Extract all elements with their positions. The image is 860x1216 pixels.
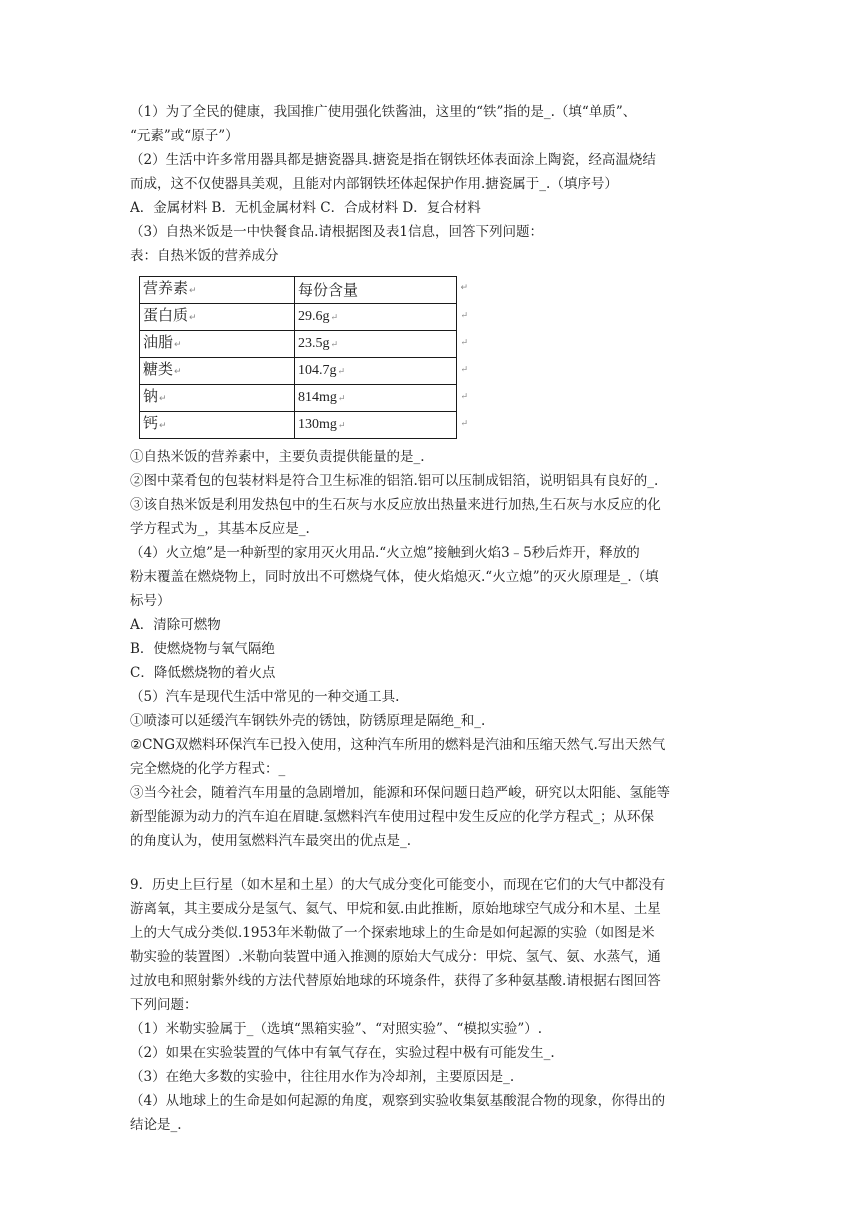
- table-header-row: [140, 277, 457, 304]
- cell-end-mark: ↵: [189, 313, 197, 323]
- text-line: 而成，这不仅使器具美观，且能对内部钢铁坯体起保护作用.搪瓷属于_.（填序号）: [130, 176, 618, 192]
- table-row: [140, 358, 457, 385]
- cell-text: 营养素: [143, 279, 189, 297]
- table-cell: [140, 358, 295, 385]
- table-cell: [140, 412, 295, 439]
- row-end-mark: ↵: [460, 337, 468, 347]
- text-line: 标号）: [130, 593, 171, 609]
- text-line: 完全燃烧的化学方程式：_: [130, 761, 286, 777]
- text-line: ③当今社会，随着汽车用量的急剧增加，能源和环保问题日趋严峻，研究以太阳能、氢能等: [130, 785, 670, 801]
- question-9-line: （4）从地球上的生命是如何起源的角度，观察到实验收集氨基酸混合物的现象，你得出的: [130, 1093, 666, 1109]
- table-row: [140, 385, 457, 412]
- table-cell: [140, 304, 295, 331]
- option-line: B．使燃烧物与氧气隔绝: [130, 641, 275, 657]
- cell-end-mark: ↵: [337, 393, 346, 403]
- text-line: （3）自热米饭是一中快餐食品.请根据图及表1信息，回答下列问题：: [130, 224, 543, 240]
- text-line: （5）汽车是现代生活中常见的一种交通工具.: [130, 689, 400, 705]
- table-row: [140, 331, 457, 358]
- row-end-mark: ↵: [460, 418, 468, 428]
- text-line: ③该自热米饭是利用发热包中的生石灰与水反应放出热量来进行加热,生石灰与水反应的化: [130, 497, 661, 513]
- text-line: ②CNG双燃料环保汽车已投入使用，这种汽车所用的燃料是汽油和压缩天然气.写出天然气: [130, 737, 666, 753]
- text-line: （1）为了全民的健康，我国推广使用强化铁酱油，这里的“铁”指的是_.（填“单质”、: [130, 104, 637, 120]
- text-line: ①喷漆可以延缓汽车钢铁外壳的锈蚀，防锈原理是隔绝_和_.: [130, 713, 486, 729]
- text-line: A．金属材料 B．无机金属材料 C．合成材料 D．复合材料: [130, 200, 481, 216]
- paragraph-gap: [130, 853, 730, 873]
- table-cell: [295, 304, 468, 331]
- question-9-line: （1）米勒实验属于_（选填“黑箱实验”、“对照实验”、“模拟实验”）.: [130, 1021, 543, 1037]
- row-end-mark: ↵: [460, 391, 468, 401]
- cell-end-mark: ↵: [174, 340, 182, 350]
- cell-text: 29.6g: [298, 309, 330, 324]
- cell-text: 每份含量: [298, 280, 359, 299]
- cell-text: 130mg: [298, 417, 337, 432]
- question-9-line: 结论是_.: [130, 1117, 182, 1133]
- cell-end-mark: ↵: [330, 312, 339, 322]
- cell-end-mark: ↵: [189, 286, 197, 296]
- table-row: [140, 304, 457, 331]
- text-line: ①自热米饭的营养素中，主要负责提供能量的是_.: [130, 449, 425, 465]
- cell-end-mark: ↵: [330, 339, 339, 349]
- question-9-line: （2）如果在实验装置的气体中有氧气存在，实验过程中极有可能发生_.: [130, 1045, 555, 1061]
- cell-text: 油脂: [143, 333, 174, 351]
- table-cell: [295, 412, 468, 439]
- text-line: （4）火立熄”是一种新型的家用灭火用品.“火立熄”接触到火焰3﹣5秒后炸开，释放的: [130, 545, 640, 561]
- option-line: C．降低燃烧物的着火点: [130, 665, 276, 681]
- question-9-line: 过放电和照射紫外线的方法代替原始地球的环境条件，获得了多种氨基酸.请根据右图回答: [130, 973, 661, 989]
- cell-end-mark: ↵: [174, 367, 182, 377]
- cell-end-mark: ↵: [337, 420, 346, 430]
- cell-text: 104.7g: [298, 363, 337, 378]
- table-header-cell: [140, 277, 295, 304]
- row-end-mark: ↵: [460, 364, 468, 374]
- question-9-line: 9．历史上巨行星（如木星和土星）的大气成分变化可能变小，而现在它们的大气中都没有: [130, 877, 666, 893]
- cell-text: 钠: [143, 387, 159, 405]
- question-9-line: 勒实验的装置图）.米勒向装置中通入推测的原始大气成分：甲烷、氢气、氨、水蒸气，通: [130, 949, 661, 965]
- text-line: “元素”或“原子”）: [130, 128, 239, 144]
- table-cell: [140, 385, 295, 412]
- question-9-line: 上的大气成分类似.1953年米勒做了一个探索地球上的生命是如何起源的实验（如图是米: [130, 925, 655, 941]
- table-row: [140, 412, 457, 439]
- row-end-mark: ↵: [460, 283, 468, 293]
- document-page: [130, 100, 730, 1137]
- table-caption: 表：自热米饭的营养成分: [130, 248, 279, 264]
- question-9-line: （3）在绝大多数的实验中，往往用水作为冷却剂，主要原因是_.: [130, 1069, 515, 1085]
- text-line: 学方程式为_，其基本反应是_.: [130, 521, 310, 537]
- text-line: 新型能源为动力的汽车迫在眉睫.氢燃料汽车使用过程中发生反应的化学方程式_；从环保: [130, 809, 655, 825]
- question-9-line: 游离氧，其主要成分是氢气、氦气、甲烷和氨.由此推断，原始地球空气成分和木星、土星: [130, 901, 661, 917]
- text-line: （2）生活中许多常用器具都是搪瓷器具.搪瓷是指在钢铁坯体表面涂上陶瓷，经高温烧结: [130, 152, 656, 168]
- table-cell: [295, 358, 468, 385]
- cell-text: 814mg: [298, 390, 337, 405]
- cell-end-mark: ↵: [159, 394, 167, 404]
- table-cell: [295, 385, 468, 412]
- cell-text: 蛋白质: [143, 306, 189, 324]
- table-cell: [140, 331, 295, 358]
- cell-end-mark: ↵: [337, 366, 346, 376]
- option-line: A．清除可燃物: [130, 617, 221, 633]
- question-9-line: 下列问题：: [130, 997, 198, 1013]
- cell-end-mark: ↵: [159, 421, 167, 431]
- text-line: ②图中菜肴包的包装材料是符合卫生标准的铝箔.铝可以压制成铝箔，说明铝具有良好的_.: [130, 473, 659, 489]
- nutrition-table: [139, 276, 468, 439]
- text-line: 的角度认为，使用氢燃料汽车最突出的优点是_.: [130, 833, 412, 849]
- text-line: 粉末覆盖在燃烧物上，同时放出不可燃烧气体，使火焰熄灭.“火立熄”的灭火原理是_.（填: [130, 569, 659, 585]
- cell-text: 钙: [143, 414, 159, 432]
- cell-text: 糖类: [143, 360, 174, 378]
- cell-text: 23.5g: [298, 336, 330, 351]
- row-end-mark: ↵: [460, 310, 468, 320]
- table-cell: [295, 331, 468, 358]
- table-header-cell: [295, 277, 468, 304]
